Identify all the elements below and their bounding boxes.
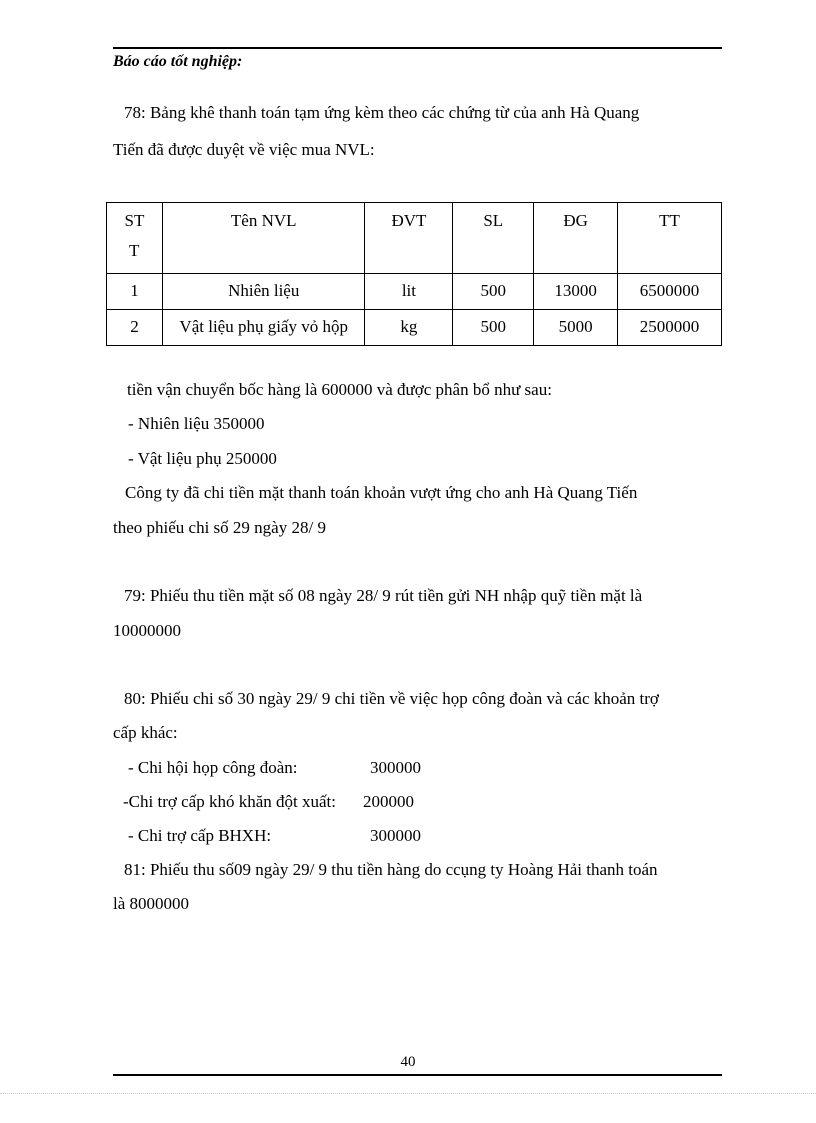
expense-label: - Chi trợ cấp BHXH: [128,826,272,845]
page-edge-divider [0,1093,816,1094]
allocation-materials: - Vật liệu phụ 250000 [128,449,277,468]
header-title: Báo cáo tốt nghiệp: [113,53,243,70]
header-stt [107,203,163,274]
item78-line2: Tiến đã được duyệt về việc mua NVL: [113,140,375,159]
header-dvt: ĐVT [365,203,453,274]
cell-tt: 6500000 [618,274,722,310]
cell-dg: 5000 [534,310,618,346]
cell-sl: 500 [453,310,534,346]
cell-stt: 2 [107,310,163,346]
table-row [107,274,722,310]
expense-amount: 200000 [363,792,414,811]
cell-sl: 500 [453,274,534,310]
header-sl: SL [453,203,534,274]
cell-dvt: kg [365,310,453,346]
item80-line1: 80: Phiếu chi số 30 ngày 29/ 9 chi tiền về việc họp công đoàn và các khoản trợ [124,689,659,708]
item78-line1: 78: Bảng khê thanh toán tạm ứng kèm theo các chứng từ của anh Hà Quang [124,103,640,122]
header-stt-part1: ST [124,211,145,230]
page-number: 40 [400,1054,416,1070]
item79-line2: 10000000 [113,621,181,640]
header-rule [113,47,722,49]
item81-line2: là 8000000 [113,894,190,913]
payment-line2: theo phiếu chi số 29 ngày 28/ 9 [113,518,326,537]
table-row [107,310,722,346]
header-dg: ĐG [534,203,618,274]
payment-line1: Công ty đã chi tiền mặt thanh toán khoản vượt ứng cho anh Hà Quang Tiến [125,483,638,502]
transport-cost-line: tiền vận chuyển bốc hàng là 600000 và được phân bổ như sau: [127,380,552,399]
item80-line2: cấp khác: [113,723,178,742]
expense-amount: 300000 [370,758,421,777]
header-stt-part2: T [129,241,140,260]
cell-ten-nvl: Vật liệu phụ giấy vỏ hộp [162,310,365,346]
footer-rule [113,1074,722,1076]
table-header-row [107,203,722,274]
expense-label: - Chi hội họp công đoàn: [128,758,298,777]
item81-line1: 81: Phiếu thu số09 ngày 29/ 9 thu tiền hàng do ccụng ty Hoàng Hải thanh toán [124,860,658,879]
expense-amount: 300000 [370,826,421,845]
cell-tt: 2500000 [618,310,722,346]
item79-line1: 79: Phiếu thu tiền mặt số 08 ngày 28/ 9 rút tiền gửi NH nhập quỹ tiền mặt là [124,586,643,605]
cell-dg: 13000 [534,274,618,310]
expense-label: -Chi trợ cấp khó khăn đột xuất: [123,792,336,811]
cell-ten-nvl: Nhiên liệu [162,274,365,310]
cell-dvt: lit [365,274,453,310]
header-ten-nvl: Tên NVL [162,203,365,274]
allocation-fuel: - Nhiên liệu 350000 [128,414,265,433]
cell-stt: 1 [107,274,163,310]
header-tt: TT [618,203,722,274]
nvl-table [106,202,722,346]
